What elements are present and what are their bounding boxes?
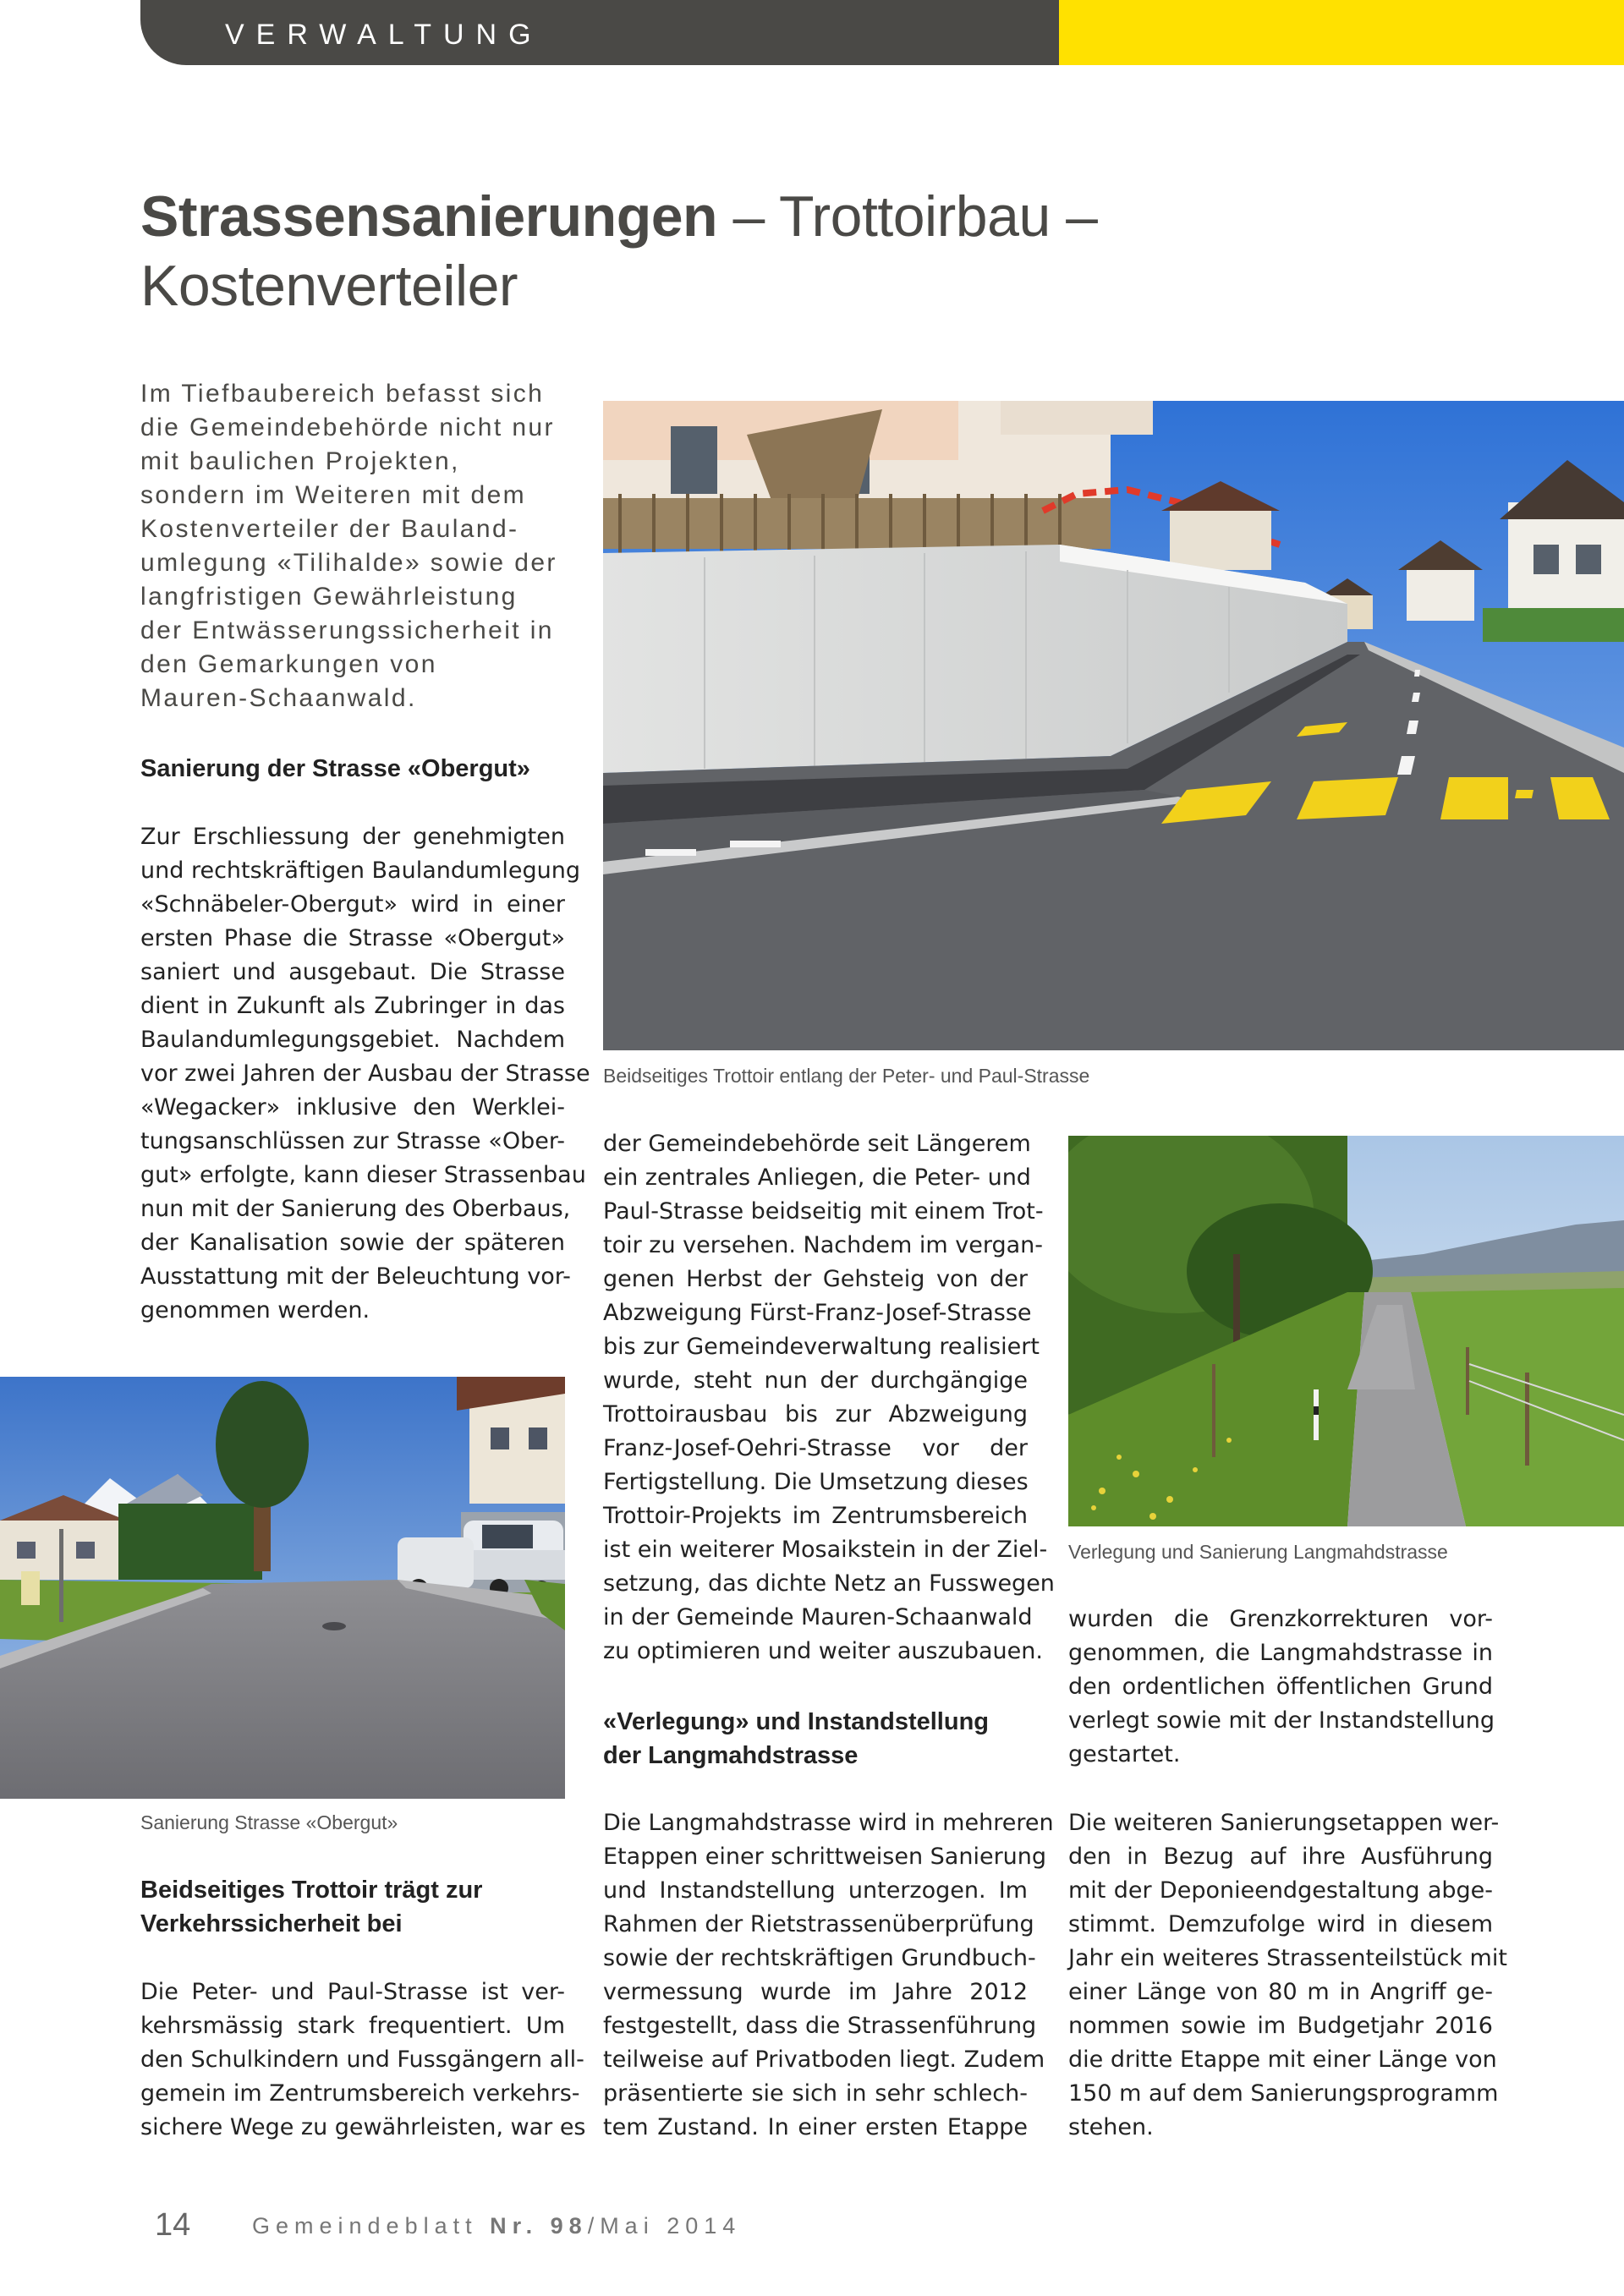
body-line: dient in Zukunft als Zubringer in das — [140, 993, 565, 1019]
body-line: toir zu versehen. Nachdem im vergan- — [603, 1232, 1044, 1258]
body-line: zu optimieren und weiter auszubauen. — [603, 1638, 1043, 1664]
body-line: nommen sowie im Budgetjahr 2016 — [1068, 2013, 1493, 2039]
body-line: stehen. — [1068, 2114, 1154, 2140]
section-heading-obergut: Sanierung der Strasse «Obergut» — [140, 755, 530, 782]
body-line: Baulandumlegungsgebiet. Nachdem — [140, 1027, 565, 1053]
body-line: bis zur Gemeindeverwaltung realisiert — [603, 1334, 1040, 1360]
intro-line: Mauren-Schaanwald. — [140, 684, 417, 712]
body-line: Etappen einer schrittweisen Sanierung — [603, 1844, 1047, 1870]
body-line: Die Langmahdstrasse wird in mehreren — [603, 1810, 1054, 1836]
issue-date: /Mai 2014 — [587, 2213, 742, 2238]
body-line: teilweise auf Privatboden liegt. Zudem — [603, 2047, 1045, 2073]
body-line: genommen werden. — [140, 1297, 370, 1323]
body-line: Jahr ein weiteres Strassenteilstück mit — [1068, 1945, 1507, 1971]
intro-line: den Gemarkungen von — [140, 650, 437, 678]
body-line: sichere Wege zu gewährleisten, war es — [140, 2114, 586, 2140]
body-line: und Instandstellung unterzogen. Im — [603, 1877, 1028, 1904]
body-line: den in Bezug auf ihre Ausführung — [1068, 1844, 1493, 1870]
body-text-obergut — [140, 820, 590, 1328]
caption-obergut: Sanierung Strasse «Obergut» — [140, 1811, 398, 1833]
body-line: Fertigstellung. Die Umsetzung dieses — [603, 1469, 1029, 1495]
body-line: Abzweigung Fürst-Franz-Josef-Strasse — [603, 1300, 1032, 1326]
intro-line: mit baulichen Projekten, — [140, 447, 460, 475]
body-line: mit der Deponieendgestaltung abge- — [1068, 1877, 1493, 1904]
body-line: Paul-Strasse beidseitig mit einem Trot- — [603, 1198, 1044, 1225]
body-line: wurde, steht nun der durchgängige — [603, 1367, 1028, 1394]
heading-line: «Verlegung» und Instandstellung — [603, 1708, 989, 1735]
body-text-trottoir — [140, 1975, 586, 2145]
title-bold: Strassensanierungen — [140, 184, 718, 249]
intro-line: langfristigen Gewährleistung — [140, 583, 518, 611]
body-line: Trottoir-Projekts im Zentrumsbereich — [603, 1503, 1028, 1529]
body-line: saniert und ausgebaut. Die Strasse — [140, 959, 565, 985]
intro-line: Kostenverteiler der Bauland- — [140, 515, 519, 543]
body-line: festgestellt, dass die Strassenführung — [603, 2013, 1037, 2039]
body-line: ein zentrales Anliegen, die Peter- und — [603, 1164, 1031, 1191]
caption-langmahd: Verlegung und Sanierung Langmahdstrasse — [1068, 1541, 1448, 1563]
body-line: Ausstattung mit der Beleuchtung vor- — [140, 1263, 571, 1290]
body-line: verlegt sowie mit der Instandstellung — [1068, 1707, 1495, 1734]
body-text-col2 — [603, 1127, 1055, 1669]
body-line: Franz-Josef-Oehri-Strasse vor der — [603, 1435, 1028, 1461]
page-number: 14 — [155, 2207, 191, 2243]
header-accent-bar — [1059, 0, 1624, 65]
publication-footer — [252, 2213, 741, 2239]
body-line: «Wegacker» inklusive den Werklei- — [140, 1094, 565, 1121]
issue-number: Nr. 98 — [490, 2213, 588, 2238]
body-line: setzung, das dichte Netz an Fusswegen — [603, 1570, 1055, 1597]
body-line: Zur Erschliessung der genehmigten — [140, 824, 565, 850]
body-line: Die weiteren Sanierungsetappen wer- — [1068, 1810, 1500, 1836]
body-line: einer Länge von 80 m in Angriff ge- — [1068, 1979, 1493, 2005]
body-line: vermessung wurde im Jahre 2012 — [603, 1979, 1028, 2005]
body-line: ist ein weiterer Mosaikstein in der Ziel- — [603, 1537, 1048, 1563]
body-line: den ordentlichen öffentlichen Grund — [1068, 1674, 1493, 1700]
intro-line: Im Tiefbaubereich befasst sich — [140, 380, 545, 408]
body-text-col3a — [1068, 1603, 1493, 1772]
title-line-2: Kostenverteiler — [140, 254, 518, 318]
heading-line: Beidseitiges Trottoir trägt zur — [140, 1877, 483, 1904]
caption-peter-paul: Beidseitiges Trottoir entlang der Peter- und Paul-Strasse — [603, 1065, 1090, 1087]
body-line: sowie der rechtskräftigen Grundbuch- — [603, 1945, 1036, 1971]
intro-line: die Gemeindebehörde nicht nur — [140, 414, 555, 441]
section-heading-langmahd — [603, 1705, 989, 1773]
title-rest: – Trottoirbau – — [717, 184, 1098, 249]
body-line: gestartet. — [1068, 1741, 1181, 1767]
section-heading-trottoir — [140, 1873, 482, 1941]
body-text-col3b — [1068, 1806, 1507, 2145]
body-line: Die Peter- und Paul-Strasse ist ver- — [140, 1979, 565, 2005]
photo-langmahdstrasse — [1068, 1136, 1624, 1526]
photo-peter-paul-strasse — [603, 401, 1624, 1050]
article-title — [140, 182, 1409, 321]
body-line: gut» erfolgte, kann dieser Strassenbau — [140, 1162, 586, 1188]
body-line: die dritte Etappe mit einer Länge von — [1068, 2047, 1497, 2073]
body-line: Trottoirausbau bis zur Abzweigung — [603, 1401, 1028, 1427]
intro-line: sondern im Weiteren mit dem — [140, 481, 527, 509]
body-line: genen Herbst der Gehsteig von der — [603, 1266, 1028, 1292]
intro-paragraph — [140, 377, 563, 715]
body-line: den Schulkindern und Fussgängern all- — [140, 2047, 584, 2073]
body-line: tungsanschlüssen zur Strasse «Ober- — [140, 1128, 565, 1154]
heading-line: Verkehrssicherheit bei — [140, 1910, 403, 1937]
body-line: 150 m auf dem Sanierungsprogramm — [1068, 2080, 1499, 2107]
publication-name: Gemeindeblatt — [252, 2213, 478, 2238]
body-line: der Gemeindebehörde seit Längerem — [603, 1131, 1031, 1157]
heading-line: der Langmahdstrasse — [603, 1742, 859, 1769]
body-line: kehrsmässig stark frequentiert. Um — [140, 2013, 565, 2039]
section-label: VERWALTUNG — [225, 19, 543, 51]
body-line: Rahmen der Rietstrassenüberprüfung — [603, 1911, 1034, 1937]
body-line: der Kanalisation sowie der späteren — [140, 1230, 565, 1256]
body-line: nun mit der Sanierung des Oberbaus, — [140, 1196, 571, 1222]
body-line: vor zwei Jahren der Ausbau der Strasse — [140, 1060, 590, 1087]
body-line: genommen, die Langmahdstrasse in — [1068, 1640, 1493, 1666]
body-line: präsentierte sie sich in sehr schlech- — [603, 2080, 1028, 2107]
body-line: «Schnäbeler-Obergut» wird in einer — [140, 891, 565, 918]
body-line: in der Gemeinde Mauren-Schaanwald — [603, 1604, 1033, 1630]
body-line: ersten Phase die Strasse «Obergut» — [140, 925, 565, 951]
body-text-langmahd — [603, 1806, 1054, 2145]
body-line: stimmt. Demzufolge wird in diesem — [1068, 1911, 1493, 1937]
body-line: gemein im Zentrumsbereich verkehrs- — [140, 2080, 580, 2107]
intro-line: der Entwässerungssicherheit in — [140, 616, 554, 644]
body-line: und rechtskräftigen Baulandumlegung — [140, 858, 581, 884]
intro-line: umlegung «Tilihalde» sowie der — [140, 549, 557, 577]
photo-obergut-street — [0, 1377, 565, 1799]
body-line: wurden die Grenzkorrekturen vor- — [1068, 1606, 1493, 1632]
body-line: tem Zustand. In einer ersten Etappe — [603, 2114, 1028, 2140]
